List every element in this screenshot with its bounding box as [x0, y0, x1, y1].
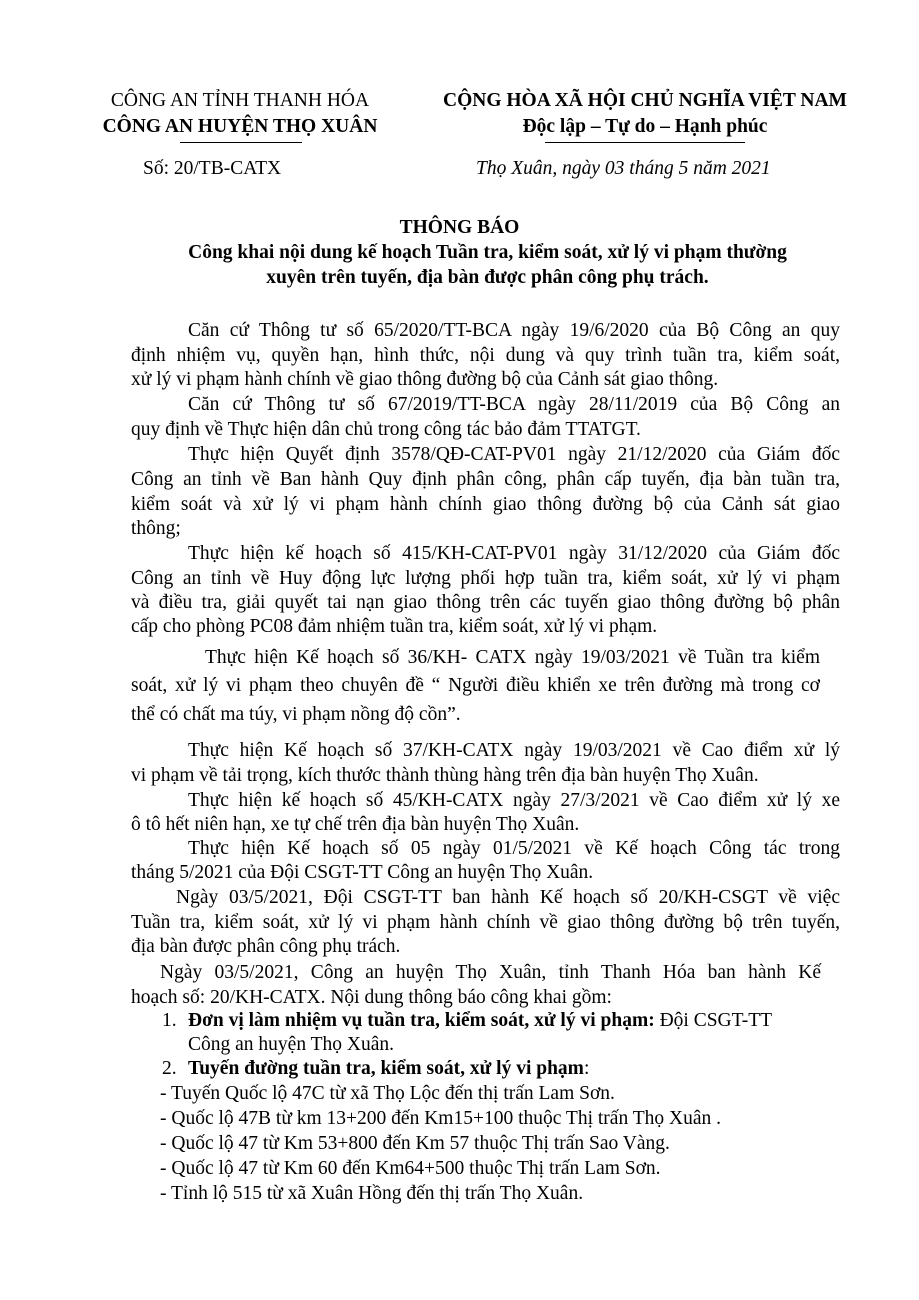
list-item-text: : — [583, 1058, 590, 1079]
national-title: CỘNG HÒA XÃ HỘI CHỦ NGHĨA VIỆT NAM — [443, 90, 847, 111]
paragraph-line: địa bàn được phân công phụ trách. — [131, 936, 401, 957]
paragraph-line: cấp cho phòng PC08 đảm nhiệm tuần tra, kiểm soát, xử lý vi phạm. — [131, 616, 658, 637]
agency-underline — [180, 142, 302, 143]
issuing-agency: CÔNG AN HUYỆN THỌ XUÂN — [102, 116, 378, 137]
paragraph-line: thông; — [131, 518, 181, 539]
list-item-continuation: Công an huyện Thọ Xuân. — [188, 1034, 394, 1055]
document-title: THÔNG BÁO — [399, 217, 520, 238]
paragraph-line: và điều tra, giải quyết tai nạn giao thông trên các tuyến giao thông đường bộ phân — [131, 592, 840, 613]
paragraph-line: định nhiệm vụ, quyền hạn, hình thức, nội dung và quy trình tuần tra, kiểm soát, — [131, 345, 840, 366]
document-subtitle-line1: Công khai nội dung kế hoạch Tuần tra, kiểm soát, xử lý vi phạm thường — [188, 242, 787, 263]
list-item — [188, 1056, 589, 1082]
parent-agency: CÔNG AN TỈNH THANH HÓA — [110, 90, 370, 111]
paragraph-line: Công an tỉnh về Ban hành Quy định phân công, phân cấp tuyến, địa bàn tuần tra, — [131, 469, 840, 490]
route-item: - Quốc lộ 47 từ Km 60 đến Km64+500 thuộc Thị trấn Lam Sơn. — [160, 1158, 661, 1179]
national-motto: Độc lập – Tự do – Hạnh phúc — [522, 116, 768, 137]
paragraph-line: Ngày 03/5/2021, Công an huyện Thọ Xuân, tỉnh Thanh Hóa ban hành Kế — [160, 962, 821, 983]
route-item: - Tuyến Quốc lộ 47C từ xã Thọ Lộc đến thị trấn Lam Sơn. — [160, 1083, 615, 1104]
route-item: - Tỉnh lộ 515 từ xã Xuân Hồng đến thị trấn Thọ Xuân. — [160, 1183, 584, 1204]
list-item-heading: Đơn vị làm nhiệm vụ tuần tra, kiểm soát, xử lý vi phạm: — [188, 1010, 655, 1031]
paragraph-line: Thực hiện Kế hoạch số 05 ngày 01/5/2021 về Kế hoạch Công tác trong — [188, 838, 840, 859]
paragraph-line: Thực hiện kế hoạch số 415/KH-CAT-PV01 ngày 31/12/2020 của Giám đốc — [188, 543, 840, 564]
list-item-number: 1. — [162, 1010, 177, 1031]
motto-underline — [545, 142, 745, 143]
document-subtitle-line2: xuyên trên tuyến, địa bàn được phân công phụ trách. — [266, 267, 709, 288]
paragraph-line: Thực hiện Quyết định 3578/QĐ-CAT-PV01 ngày 21/12/2020 của Giám đốc — [188, 444, 840, 465]
paragraph-line: vi phạm về tải trọng, kích thước thành thùng hàng trên địa bàn huyện Thọ Xuân. — [131, 765, 759, 786]
paragraph-line: Ngày 03/5/2021, Đội CSGT-TT ban hành Kế hoạch số 20/KH-CSGT về việc — [176, 887, 840, 908]
paragraph-line: Công an tỉnh về Huy động lực lượng phối hợp tuần tra, kiểm soát, xử lý vi phạm — [131, 568, 840, 589]
paragraph-line: thể có chất ma túy, vi phạm nồng độ cồn”. — [131, 704, 461, 725]
issuing-agency-block — [50, 88, 430, 140]
list-item-text: Đội CSGT-TT — [654, 1010, 773, 1031]
paragraph-line: quy định về Thực hiện dân chủ trong công tác bảo đảm TTATGT. — [131, 419, 641, 440]
route-item: - Quốc lộ 47 từ Km 53+800 đến Km 57 thuộc Thị trấn Sao Vàng. — [160, 1133, 670, 1154]
paragraph-line: ô tô hết niên hạn, xe tự chế trên địa bàn huyện Thọ Xuân. — [131, 814, 580, 835]
paragraph-line: Thực hiện Kế hoạch số 36/KH- CATX ngày 19/03/2021 về Tuần tra kiểm — [205, 647, 820, 668]
list-item-heading: Tuyến đường tuần tra, kiểm soát, xử lý vi phạm — [188, 1058, 584, 1079]
list-item-number: 2. — [162, 1058, 177, 1079]
document-number: Số: 20/TB-CATX — [143, 158, 282, 179]
paragraph-line: hoạch số: 20/KH-CATX. Nội dung thông báo công khai gồm: — [131, 987, 612, 1008]
paragraph-line: kiểm soát và xử lý vi phạm hành chính giao thông đường bộ của Cảnh sát giao — [131, 494, 840, 515]
national-motto-block — [405, 88, 885, 140]
paragraph-line: soát, xử lý vi phạm theo chuyên đề “ Người điều khiển xe trên đường mà trong cơ — [131, 675, 820, 696]
paragraph-line: Căn cứ Thông tư số 65/2020/TT-BCA ngày 19/6/2020 của Bộ Công an quy — [188, 320, 840, 341]
paragraph-line: Thực hiện kế hoạch số 45/KH-CATX ngày 27/3/2021 về Cao điểm xử lý xe — [188, 790, 840, 811]
paragraph-line: Tuần tra, kiểm soát, xử lý vi phạm hành chính về giao thông đường bộ trên tuyến, — [131, 912, 840, 933]
date-place: Thọ Xuân, ngày 03 tháng 5 năm 2021 — [476, 158, 771, 179]
route-item: - Quốc lộ 47B từ km 13+200 đến Km15+100 thuộc Thị trấn Thọ Xuân . — [160, 1108, 721, 1129]
paragraph-line: Căn cứ Thông tư số 67/2019/TT-BCA ngày 28/11/2019 của Bộ Công an — [188, 394, 840, 415]
paragraph-line: xử lý vi phạm hành chính về giao thông đường bộ của Cảnh sát giao thông. — [131, 369, 719, 390]
paragraph-line: tháng 5/2021 của Đội CSGT-TT Công an huyện Thọ Xuân. — [131, 862, 594, 883]
list-item — [188, 1008, 772, 1034]
paragraph-line: Thực hiện Kế hoạch số 37/KH-CATX ngày 19/03/2021 về Cao điểm xử lý — [188, 740, 840, 761]
